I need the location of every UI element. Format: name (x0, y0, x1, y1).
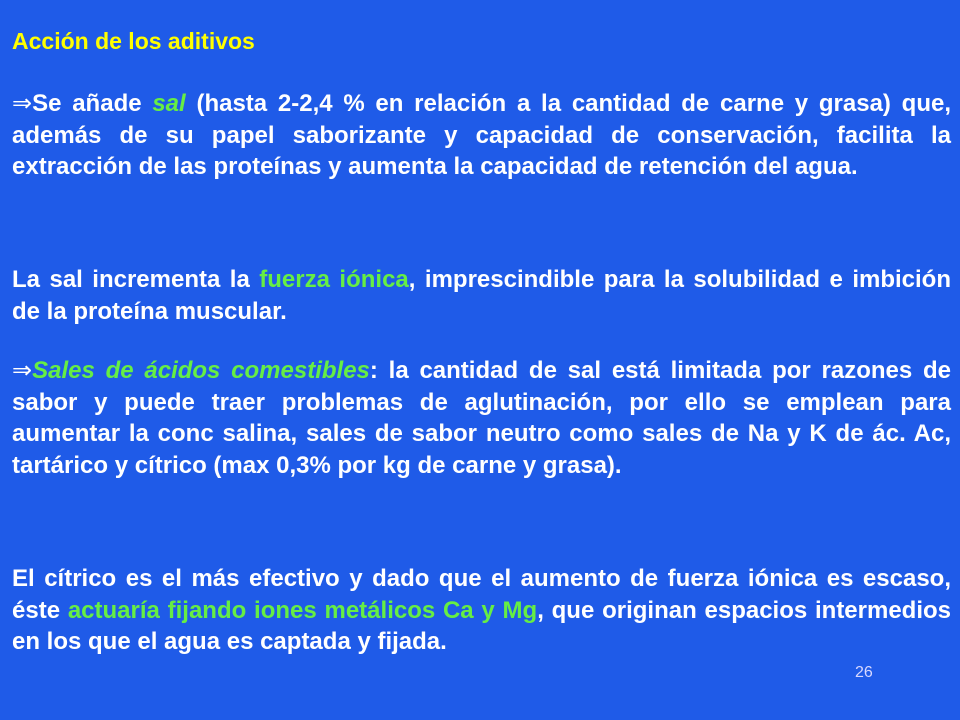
paragraph-sal (12, 88, 951, 183)
paragraph-text: Se añade (32, 90, 153, 117)
paragraph-text: (hasta 2-2,4 % en relación a la cantidad de carne y grasa) que, además de su papel saborizante y capacidad de conservación, facilita la extracción de las proteínas y aumenta la capacidad de retención del agua. (12, 90, 951, 180)
paragraph-text: , imprescindible para la solubilidad e imbición de la proteína muscular. (12, 266, 951, 325)
highlight-sal: sal (152, 90, 186, 117)
paragraph-sales-acidos (12, 355, 951, 481)
highlight-fuerza-ionica: fuerza iónica (259, 266, 409, 293)
bullet-arrow-icon: ⇒ (12, 356, 33, 384)
paragraph-text: : la cantidad de sal está limitada por razones de sabor y puede traer problemas de aglutinación, por ello se emplean para aumentar la conc salina, sales de sabor neutro como sales de Na y K de ác. Ac, tartárico y cítrico (max 0,3% por kg de carne y grasa). (12, 357, 951, 479)
paragraph-text: , que originan espacios intermedios en los que el agua es captada y fijada. (12, 596, 952, 655)
highlight-sales-acidos: Sales de ácidos comestibles (32, 357, 370, 384)
slide-title: Acción de los aditivos (12, 28, 255, 54)
bullet-arrow-icon: ⇒ (12, 89, 33, 117)
paragraph-text: El cítrico es el más efectivo y dado que el aumento de fuerza iónica es escaso, éste (12, 565, 951, 624)
paragraph-text: La sal incrementa la (12, 266, 260, 293)
paragraph-citrico (12, 563, 951, 658)
highlight-iones-metalicos: actuaría fijando iones metálicos Ca y Mg (67, 596, 538, 624)
page-number: 26 (855, 664, 873, 681)
paragraph-fuerza-ionica (12, 264, 951, 327)
